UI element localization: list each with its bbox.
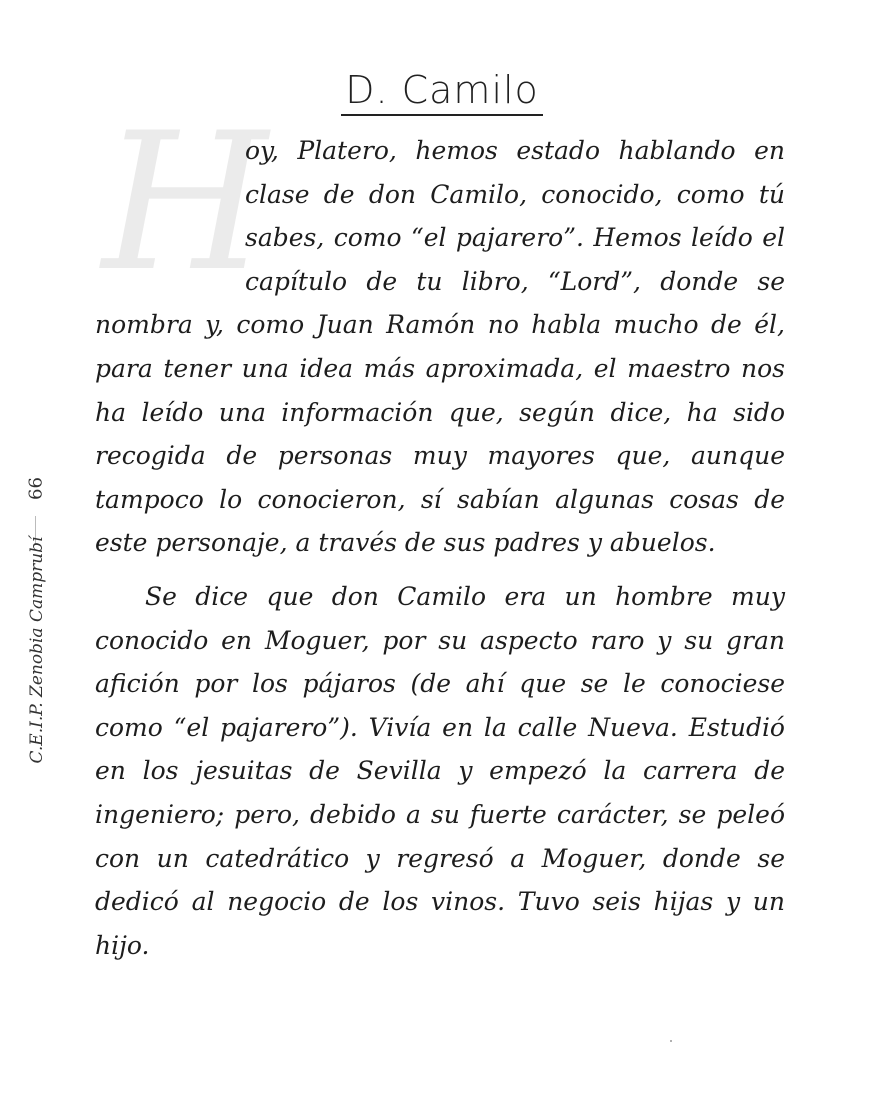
body-text bbox=[95, 92, 785, 967]
dropcap-letter: H bbox=[102, 92, 268, 313]
paragraph-first: oy, Platero, hemos estado hablando en clase de don Camilo, conocido, como tú sabes, como “el pajarero”. Hemos leído el capítulo de tu libro, “Lord”, donde se nombra y, como Juan Ramón no habla mucho de él, para tener una idea más aproximada, el maestro nos ha leído una información que, según dice, ha sido recogida de personas muy mayores que, aunque tampoco lo conocieron, sí sabían algunas cosas de este personaje, a través de sus padres y abuelos. bbox=[95, 136, 785, 558]
page-title-text: D. Camilo bbox=[341, 68, 543, 116]
school-name: C.E.I.P. Zenobia Camprubí bbox=[27, 536, 47, 764]
paper-speck bbox=[670, 1040, 672, 1042]
paragraph-second: Se dice que don Camilo era un hombre muy conocido en Moguer, por su aspecto raro y su gran afición por los pájaros (de ahí que se le conociese como “el pajarero”). Vivía en la calle Nueva. Estudió en los jesuitas de Sevilla y empezó la carrera de ingeniero; pero, debido a su fuerte carácter, se peleó con un catedrático y regresó a Moguer, donde se dedicó al negocio de los vinos. Tuvo seis hijas y un hijo. bbox=[95, 581, 785, 960]
page-number: 66 bbox=[25, 477, 47, 500]
dropcap-space bbox=[95, 92, 268, 313]
